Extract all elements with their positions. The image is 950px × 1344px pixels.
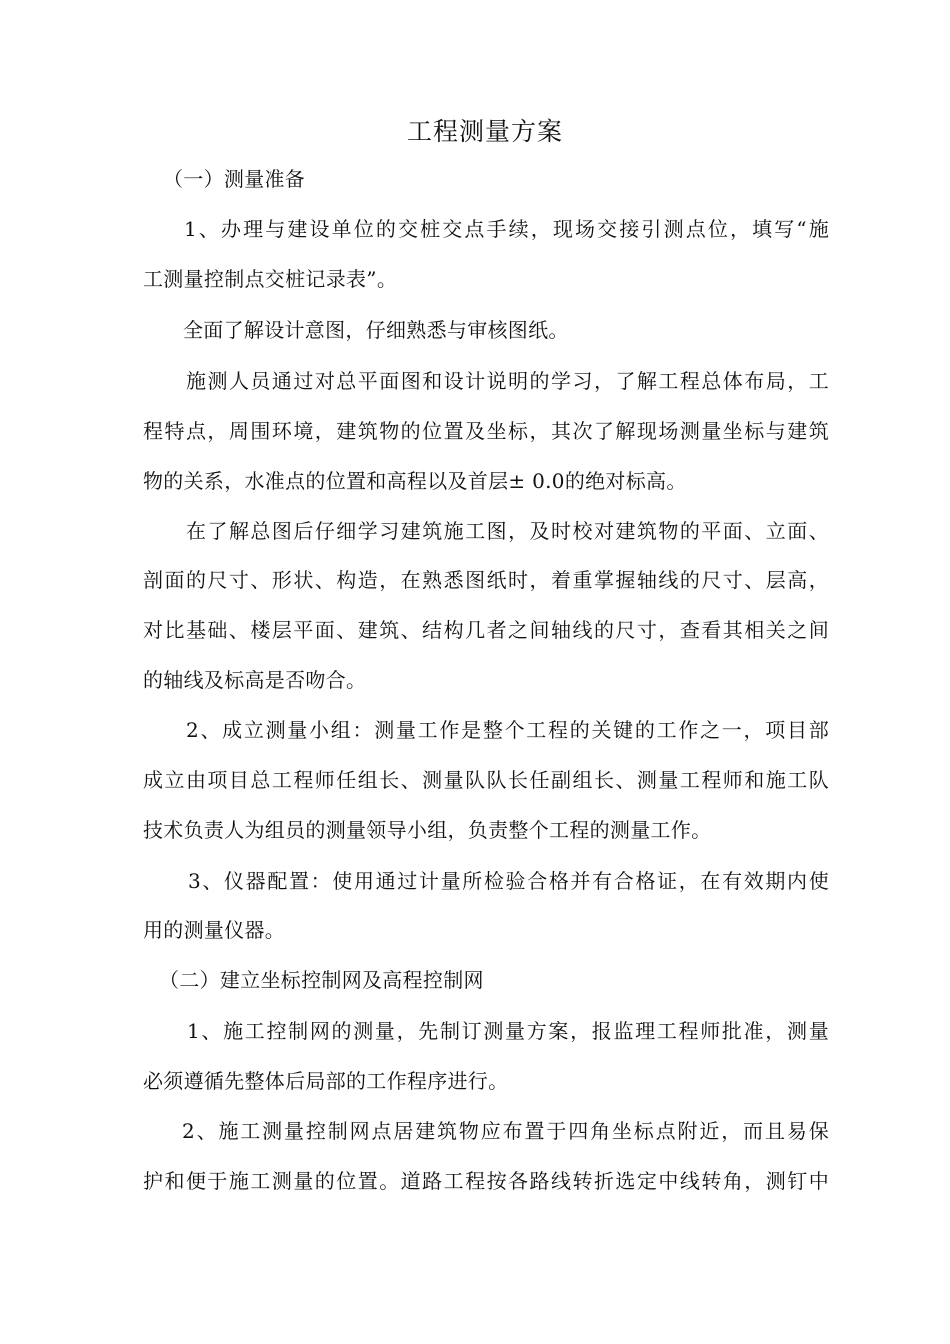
section-heading-1: （一）测量准备 [163,167,306,191]
paragraph-line: 全面了解设计意图，仔细熟悉与审核图纸。 [183,318,569,342]
section-heading-2: （二）建立坐标控制网及高程控制网 [159,968,484,992]
paragraph-line: 2、成立测量小组：测量工作是整个工程的关键的工作之一，项目部 [186,718,829,742]
paragraph-line: 2、施工测量控制网点居建筑物应布置于四角坐标点附近，而且易保 [182,1119,829,1143]
paragraph-line: 护和便于施工测量的位置。道路工程按各路线转折选定中线转角，测钉中 [143,1169,829,1193]
paragraph-line: 3、仪器配置：使用通过计量所检验合格并有合格证，在有效期内使 [188,869,829,893]
paragraph-line: 1、施工控制网的测量，先制订测量方案，报监理工程师批准，测量 [187,1019,829,1043]
paragraph-line: 成立由项目总工程师任组长、测量队队长任副组长、测量工程师和施工队 [143,768,829,792]
paragraph-line: 对比基础、楼层平面、建筑、结构几者之间轴线的尺寸，查看其相关之间 [143,618,829,642]
document-title: 工程测量方案 [406,117,563,146]
paragraph-line: 物的关系，水准点的位置和高程以及首层± 0.0的绝对标高。 [143,469,687,493]
paragraph-line: 施测人员通过对总平面图和设计说明的学习，了解工程总体布局，工 [186,369,829,393]
paragraph-line: 1、办理与建设单位的交桩交点手续，现场交接引测点位，填写“施 [184,217,829,241]
paragraph-line: 必须遵循先整体后局部的工作程序进行。 [143,1069,509,1093]
paragraph-line: 剖面的尺寸、形状、构造，在熟悉图纸时，着重掌握轴线的尺寸、层高， [143,568,829,592]
paragraph-line: 工测量控制点交桩记录表”。 [143,267,398,291]
paragraph-line: 的轴线及标高是否吻合。 [143,668,367,692]
paragraph-line: 程特点，周围环境，建筑物的位置及坐标，其次了解现场测量坐标与建筑 [143,419,829,443]
paragraph-line: 在了解总图后仔细学习建筑施工图，及时校对建筑物的平面、立面、 [186,519,829,543]
paragraph-line: 用的测量仪器。 [143,918,286,942]
paragraph-line: 技术负责人为组员的测量领导小组，负责整个工程的测量工作。 [143,818,712,842]
